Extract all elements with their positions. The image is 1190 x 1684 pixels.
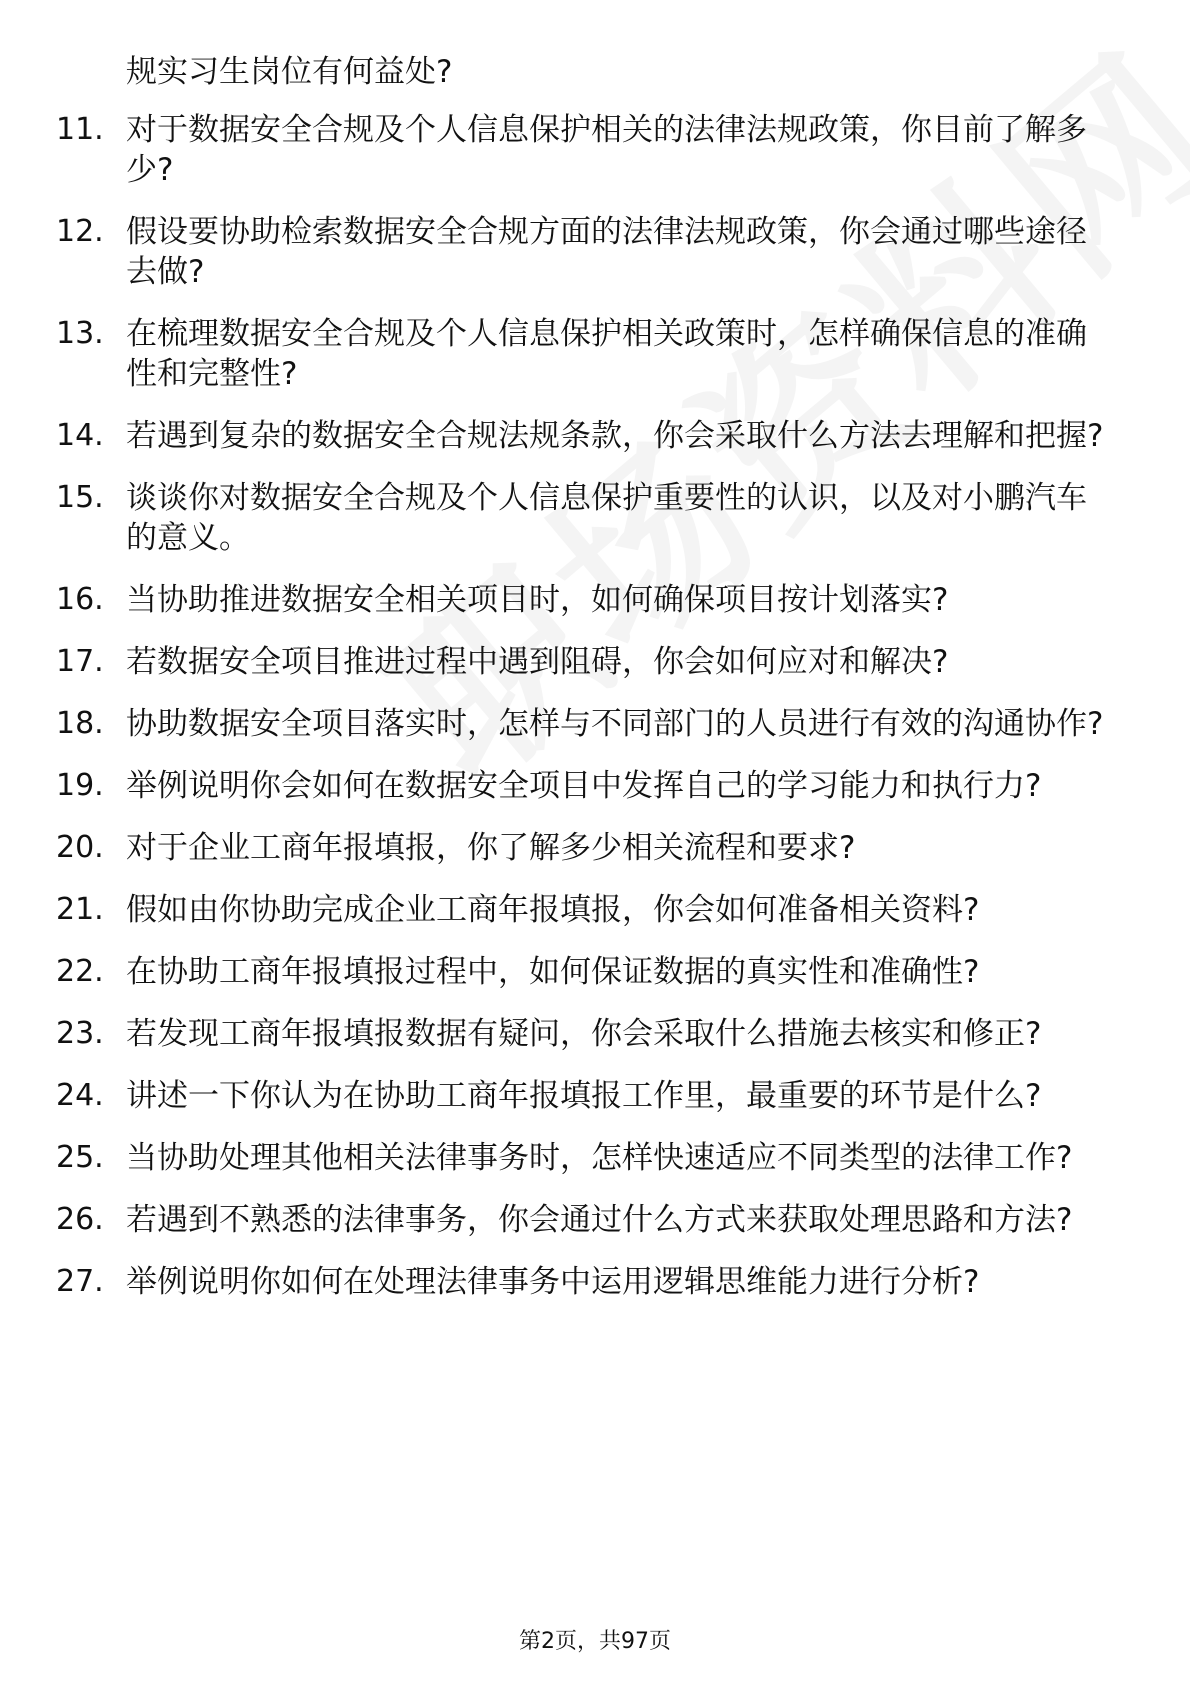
question-item bbox=[0, 212, 1190, 292]
question-number: 20. bbox=[56, 830, 104, 865]
continued-question-text: 规实习生岗位有何益处? bbox=[126, 54, 453, 90]
question-text: 若遇到不熟悉的法律事务，你会通过什么方式来获取处理思路和方法? bbox=[126, 1202, 1073, 1238]
question-text: 举例说明你会如何在数据安全项目中发挥自己的学习能力和执行力? bbox=[126, 768, 1042, 804]
question-text: 若数据安全项目推进过程中遇到阻碍，你会如何应对和解决? bbox=[126, 644, 949, 680]
question-item bbox=[0, 580, 1190, 620]
question-item bbox=[0, 642, 1190, 682]
question-number: 11. bbox=[56, 112, 104, 147]
question-text: 当协助处理其他相关法律事务时，怎样快速适应不同类型的法律工作? bbox=[126, 1140, 1073, 1176]
question-number: 12. bbox=[56, 214, 104, 249]
question-number: 25. bbox=[56, 1140, 104, 1175]
question-text: 对于企业工商年报填报，你了解多少相关流程和要求? bbox=[126, 830, 856, 866]
question-number: 22. bbox=[56, 954, 104, 989]
question-item bbox=[0, 828, 1190, 868]
question-text: 协助数据安全项目落实时，怎样与不同部门的人员进行有效的沟通协作? bbox=[126, 706, 1104, 742]
question-text: 在梳理数据安全合规及个人信息保护相关政策时，怎样确保信息的准确性和完整性? bbox=[126, 316, 1087, 392]
question-text: 当协助推进数据安全相关项目时，如何确保项目按计划落实? bbox=[126, 582, 949, 618]
question-item bbox=[0, 314, 1190, 394]
question-item bbox=[0, 1200, 1190, 1240]
question-item bbox=[0, 890, 1190, 930]
question-item bbox=[0, 1014, 1190, 1054]
question-list bbox=[0, 110, 1190, 1324]
question-text: 对于数据安全合规及个人信息保护相关的法律法规政策，你目前了解多少? bbox=[126, 112, 1087, 188]
question-item bbox=[0, 1262, 1190, 1302]
question-number: 17. bbox=[56, 644, 104, 679]
question-text: 若遇到复杂的数据安全合规法规条款，你会采取什么方法去理解和把握? bbox=[126, 418, 1104, 454]
question-number: 26. bbox=[56, 1202, 104, 1237]
question-item bbox=[0, 766, 1190, 806]
question-item bbox=[0, 1076, 1190, 1116]
question-text: 在协助工商年报填报过程中，如何保证数据的真实性和准确性? bbox=[126, 954, 980, 990]
question-text: 讲述一下你认为在协助工商年报填报工作里，最重要的环节是什么? bbox=[126, 1078, 1042, 1114]
question-number: 15. bbox=[56, 480, 104, 515]
question-item bbox=[0, 110, 1190, 190]
question-number: 27. bbox=[56, 1264, 104, 1299]
question-item bbox=[0, 704, 1190, 744]
question-number: 21. bbox=[56, 892, 104, 927]
question-text: 举例说明你如何在处理法律事务中运用逻辑思维能力进行分析? bbox=[126, 1264, 980, 1300]
question-number: 13. bbox=[56, 316, 104, 351]
question-number: 19. bbox=[56, 768, 104, 803]
question-item bbox=[0, 478, 1190, 558]
question-number: 24. bbox=[56, 1078, 104, 1113]
question-number: 18. bbox=[56, 706, 104, 741]
question-number: 14. bbox=[56, 418, 104, 453]
question-item bbox=[0, 416, 1190, 456]
question-text: 假设要协助检索数据安全合规方面的法律法规政策，你会通过哪些途径去做? bbox=[126, 214, 1087, 290]
question-text: 若发现工商年报填报数据有疑问，你会采取什么措施去核实和修正? bbox=[126, 1016, 1042, 1052]
question-text: 谈谈你对数据安全合规及个人信息保护重要性的认识，以及对小鹏汽车的意义。 bbox=[126, 480, 1087, 556]
question-number: 16. bbox=[56, 582, 104, 617]
question-item bbox=[0, 1138, 1190, 1178]
page-footer: 第2页，共97页 bbox=[519, 1629, 671, 1654]
question-number: 23. bbox=[56, 1016, 104, 1051]
question-item bbox=[0, 952, 1190, 992]
question-text: 假如由你协助完成企业工商年报填报，你会如何准备相关资料? bbox=[126, 892, 980, 928]
